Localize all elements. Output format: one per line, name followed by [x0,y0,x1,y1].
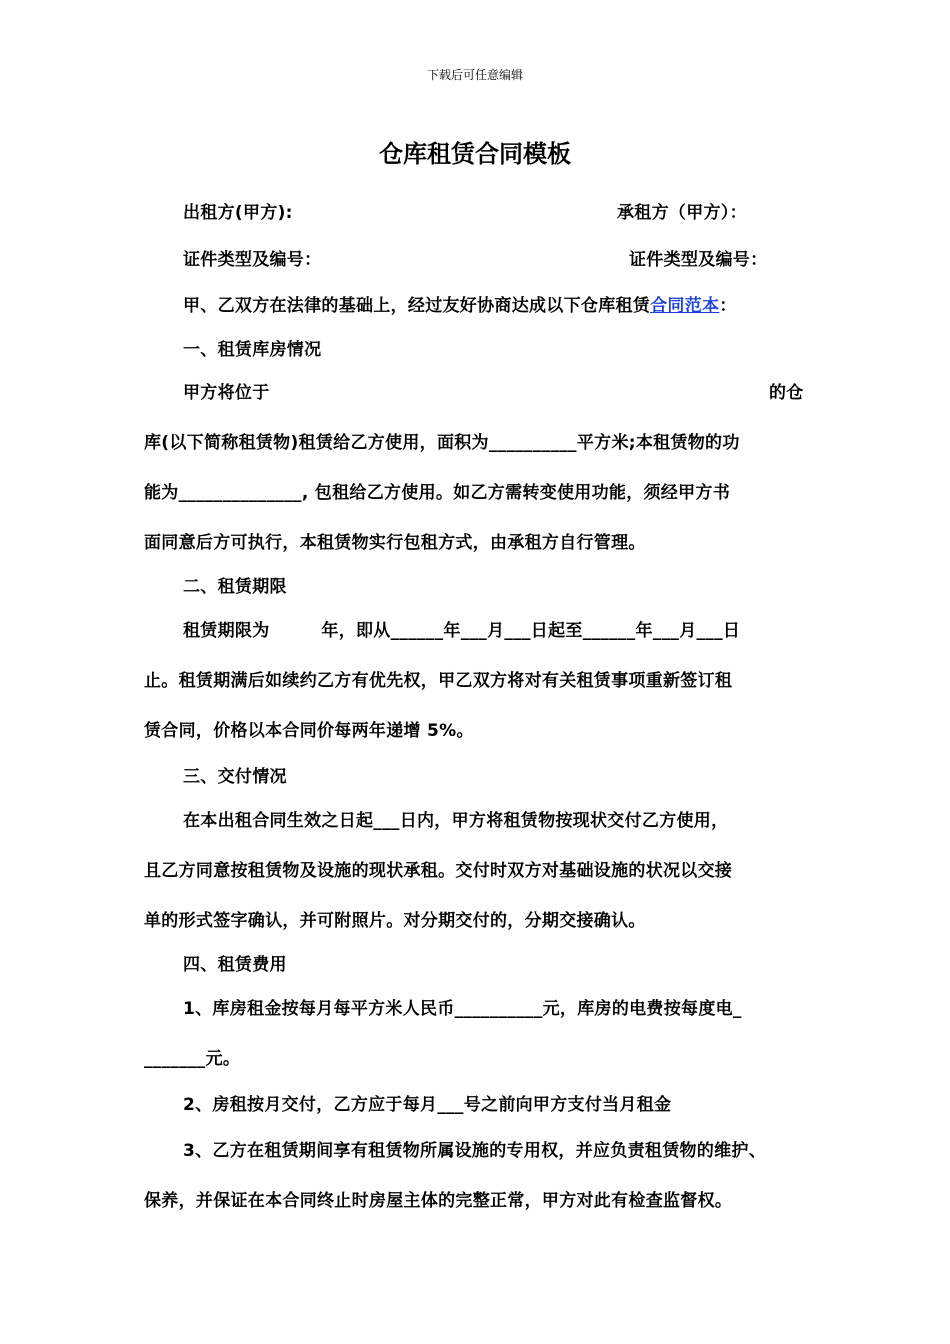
contract-template-link[interactable]: 合同范本 [650,296,720,316]
s1-line-1b: 的仓 [769,383,804,403]
s1-line-4: 面同意后方可执行，本租赁物实行包租方式，由承租方自行管理。 [144,533,646,553]
s1-line-1a: 甲方将位于 [183,383,270,403]
intro-paragraph [183,291,737,316]
s1-line-3-text: 能为 [144,483,179,503]
lessee-label: 承租方（甲方）： [617,203,747,223]
s3-line-1: 在本出租合同生效之日起___日内，甲方将租赁物按现状交付乙方使用， [183,811,729,831]
s1-line-2 [144,428,740,453]
s2-line-2: 止。租赁期满后如续约乙方有优先权，甲乙双方将对有关租赁事项重新签订租 [144,671,733,691]
function-blank: ______________ [178,483,302,503]
s4-item-2: 2、房租按月交付，乙方应于每月___号之前向甲方支付当月租金 [183,1095,672,1115]
s4-item-3-line-1: 3、乙方在租赁期间享有租赁物所属设施的专用权，并应负责租赁物的维护、 [183,1141,767,1161]
section-2-heading: 二、租赁期限 [183,577,287,597]
s4-item-1-line-1: 1、库房租金按每月每平方米人民币__________元，库房的电费按每度电_ [183,999,742,1019]
document-title: 仓库租赁合同模板 [379,140,571,168]
section-3-heading: 三、交付情况 [183,767,287,787]
area-blank: __________ [488,433,577,453]
intro-text: 甲、乙双方在法律的基础上，经过友好协商达成以下仓库租赁 [183,296,651,316]
s4-item-1-line-2: _______元。 [144,1049,241,1069]
s1-line-3-text-b: , 包租给乙方使用。如乙方需转变使用功能，须经甲方书 [301,483,730,503]
s4-item-3-line-2: 保养，并保证在本合同终止时房屋主体的完整正常，甲方对此有检查监督权。 [144,1191,733,1211]
section-4-heading: 四、租赁费用 [183,955,287,975]
lessee-id-label: 证件类型及编号： [629,250,768,270]
s3-line-3: 单的形式签字确认，并可附照片。对分期交付的，分期交接确认。 [144,911,646,931]
lessor-id-label: 证件类型及编号： [183,250,322,270]
s3-line-2: 且乙方同意按租赁物及设施的现状承租。交付时双方对基础设施的状况以交接 [144,861,733,881]
s2-line-3: 赁合同，价格以本合同价每两年递增 5%。 [144,721,474,741]
s2-line-1: 租赁期限为 年，即从______年___月___日起至______年___月___日 [183,621,741,641]
intro-end: ： [719,296,737,316]
s1-line-2-text: 库(以下简称租赁物)租赁给乙方使用，面积为 [144,433,489,453]
lessor-label: 出租方(甲方): [183,203,293,223]
s1-line-2-text-b: 平方米;本租赁物的功 [576,433,740,453]
page-header: 下载后可任意编辑 [426,68,523,82]
s1-line-3 [144,478,730,503]
section-1-heading: 一、租赁库房情况 [183,340,322,360]
